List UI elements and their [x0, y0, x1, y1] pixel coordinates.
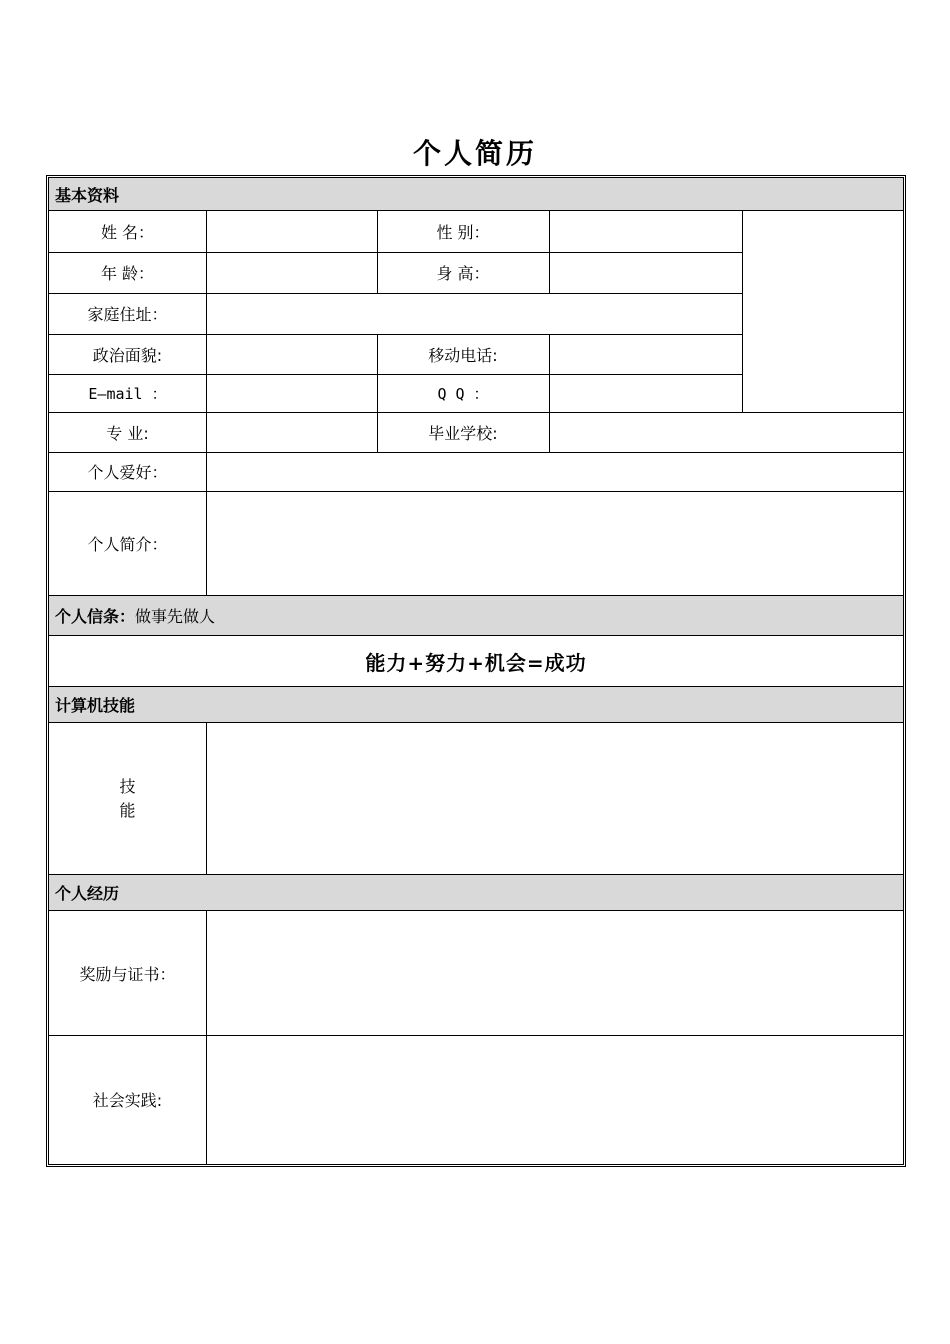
- field-skills[interactable]: [206, 723, 903, 874]
- label-name: 姓 名：: [100, 223, 155, 242]
- field-hobby[interactable]: [206, 452, 903, 491]
- field-address[interactable]: [206, 293, 742, 334]
- section-basic-info: 基本资料: [49, 178, 903, 211]
- label-hobby: 个人爱好：: [87, 463, 168, 482]
- grid-line: [549, 211, 550, 293]
- grid-line: [206, 911, 207, 1164]
- motto-formula: 能力+努力+机会=成功: [365, 650, 587, 675]
- label-skills: [49, 723, 206, 874]
- field-mobile[interactable]: [549, 334, 742, 374]
- grid-line: [206, 723, 207, 874]
- label-school: 毕业学校:: [428, 423, 498, 443]
- section-computer-skills: 计算机技能: [49, 686, 903, 723]
- field-qq[interactable]: [549, 374, 742, 412]
- label-skills-char-1: 技: [119, 776, 136, 796]
- field-gender[interactable]: [549, 211, 742, 252]
- field-intro[interactable]: [206, 491, 903, 595]
- label-gender: 性 别：: [436, 223, 490, 242]
- motto-text: 做事先做人: [135, 607, 216, 626]
- page-title: 个人简历: [412, 137, 537, 170]
- label-skills-char-2: 能: [119, 800, 136, 820]
- label-email: E—mail ：: [88, 384, 167, 403]
- grid-line: [549, 334, 550, 452]
- field-email[interactable]: [206, 374, 377, 412]
- label-awards: 奖励与证书：: [79, 964, 176, 984]
- grid-line: [49, 293, 742, 294]
- grid-line: [377, 211, 378, 293]
- label-mobile: 移动电话:: [428, 345, 498, 365]
- grid-line: [49, 412, 903, 413]
- grid-line: [206, 211, 207, 595]
- grid-line: [49, 252, 742, 253]
- field-name[interactable]: [206, 211, 377, 252]
- label-political: 政治面貌:: [92, 345, 163, 365]
- grid-line: [49, 374, 742, 375]
- grid-line: [377, 334, 378, 452]
- field-major[interactable]: [206, 412, 377, 452]
- grid-line: [49, 1035, 903, 1036]
- label-practice: 社会实践:: [92, 1091, 163, 1110]
- field-height[interactable]: [549, 252, 742, 293]
- motto-title: 个人信条：: [55, 607, 136, 626]
- label-qq: Q Q ：: [437, 384, 489, 403]
- label-age: 年 龄：: [100, 264, 155, 283]
- field-age[interactable]: [206, 252, 377, 293]
- field-practice[interactable]: [206, 1035, 903, 1164]
- label-intro: 个人简介：: [87, 534, 168, 554]
- label-address: 家庭住址：: [87, 305, 168, 324]
- label-height: 身 高：: [436, 264, 490, 283]
- resume-table: [46, 175, 906, 1167]
- section-motto: [49, 595, 903, 636]
- field-school[interactable]: [549, 412, 903, 452]
- field-political[interactable]: [206, 334, 377, 374]
- grid-line: [49, 491, 903, 492]
- grid-line: [49, 334, 742, 335]
- label-major: 专 业:: [106, 423, 149, 443]
- grid-line: [49, 452, 903, 453]
- grid-line: [742, 211, 743, 412]
- photo-area[interactable]: [742, 211, 903, 412]
- field-awards[interactable]: [206, 911, 903, 1035]
- section-experience: 个人经历: [49, 874, 903, 911]
